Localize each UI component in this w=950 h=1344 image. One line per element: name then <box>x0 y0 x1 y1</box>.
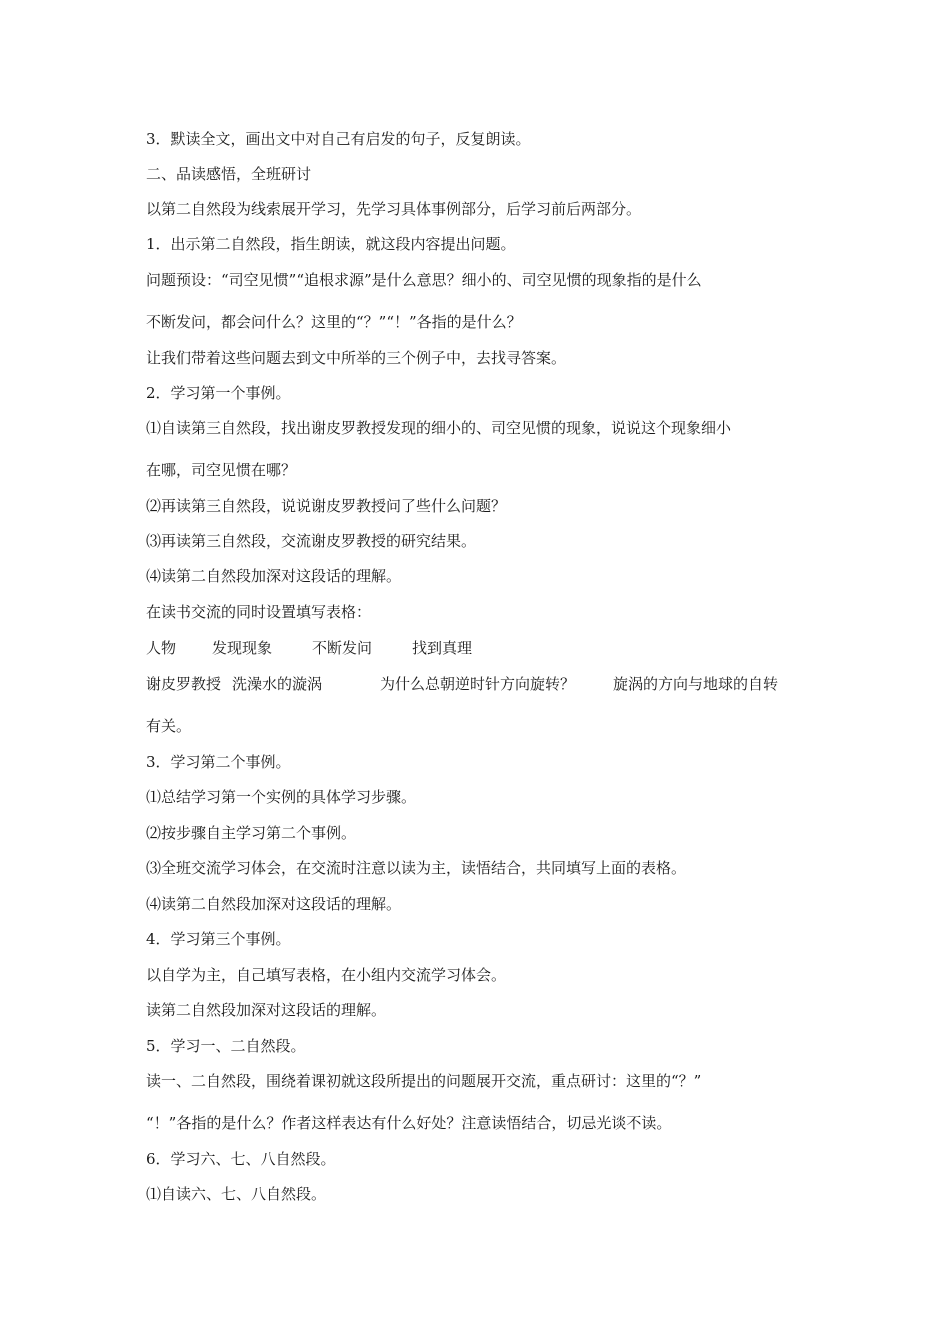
paragraph: 5．学习一、二自然段。 <box>146 1037 306 1055</box>
paragraph: 以自学为主，自己填写表格，在小组内交流学习体会。 <box>146 966 507 984</box>
paragraph: 在哪，司空见惯在哪？ <box>146 461 297 479</box>
paragraph: 1．出示第二自然段，指生朗读，就这段内容提出问题。 <box>146 235 516 253</box>
paragraph: 4．学习第三个事例。 <box>146 930 291 948</box>
paragraph: 读一、二自然段，围绕着课初就这段所提出的问题展开交流，重点研讨：这里的“？” <box>146 1072 702 1090</box>
paragraph: ⑴自读第三自然段，找出谢皮罗教授发现的细小的、司空见惯的现象，说说这个现象细小 <box>146 419 732 437</box>
table-cell: 谢皮罗教授 <box>146 675 222 693</box>
table-header-cell: 找到真理 <box>412 639 473 657</box>
paragraph: 不断发问，都会问什么？这里的“？”“！”各指的是什么？ <box>146 313 522 331</box>
table-cell: 为什么总朝逆时针方向旋转？ <box>380 675 576 693</box>
paragraph: “！”各指的是什么？作者这样表达有什么好处？注意读悟结合，切忌光谈不读。 <box>146 1114 672 1132</box>
table-header-cell: 发现现象 <box>212 639 273 657</box>
section-heading: 二、品读感悟，全班研讨 <box>146 165 312 183</box>
paragraph: ⑷读第二自然段加深对这段话的理解。 <box>146 567 402 585</box>
table-row <box>146 674 830 694</box>
paragraph: 2．学习第一个事例。 <box>146 384 291 402</box>
paragraph: ⑷读第二自然段加深对这段话的理解。 <box>146 895 402 913</box>
paragraph: ⑴总结学习第一个实例的具体学习步骤。 <box>146 788 417 806</box>
paragraph: 3．学习第二个事例。 <box>146 753 291 771</box>
paragraph: ⑶再读第三自然段，交流谢皮罗教授的研究结果。 <box>146 532 477 550</box>
paragraph: 3．默读全文，画出文中对自己有启发的句子，反复朗读。 <box>146 130 531 148</box>
table-header-row <box>146 638 830 658</box>
paragraph: 让我们带着这些问题去到文中所举的三个例子中，去找寻答案。 <box>146 349 567 367</box>
paragraph: 读第二自然段加深对这段话的理解。 <box>146 1001 387 1019</box>
table-header-cell: 人物 <box>146 639 177 657</box>
table-header-cell: 不断发问 <box>312 639 373 657</box>
paragraph: 有关。 <box>146 717 192 735</box>
paragraph: ⑶全班交流学习体会，在交流时注意以读为主，读悟结合，共同填写上面的表格。 <box>146 859 687 877</box>
paragraph: ⑴自读六、七、八自然段。 <box>146 1185 327 1203</box>
table-cell: 洗澡水的漩涡 <box>232 675 323 693</box>
paragraph: 在读书交流的同时设置填写表格： <box>146 603 372 621</box>
paragraph: ⑵按步骤自主学习第二个事例。 <box>146 824 357 842</box>
paragraph: ⑵再读第三自然段，说说谢皮罗教授问了些什么问题？ <box>146 497 507 515</box>
paragraph: 6．学习六、七、八自然段。 <box>146 1150 336 1168</box>
table-cell: 旋涡的方向与地球的自转 <box>613 675 779 693</box>
paragraph: 以第二自然段为线索展开学习，先学习具体事例部分，后学习前后两部分。 <box>146 200 642 218</box>
paragraph: 问题预设：“司空见惯”“追根求源”是什么意思？细小的、司空见惯的现象指的是什么 <box>146 271 702 289</box>
